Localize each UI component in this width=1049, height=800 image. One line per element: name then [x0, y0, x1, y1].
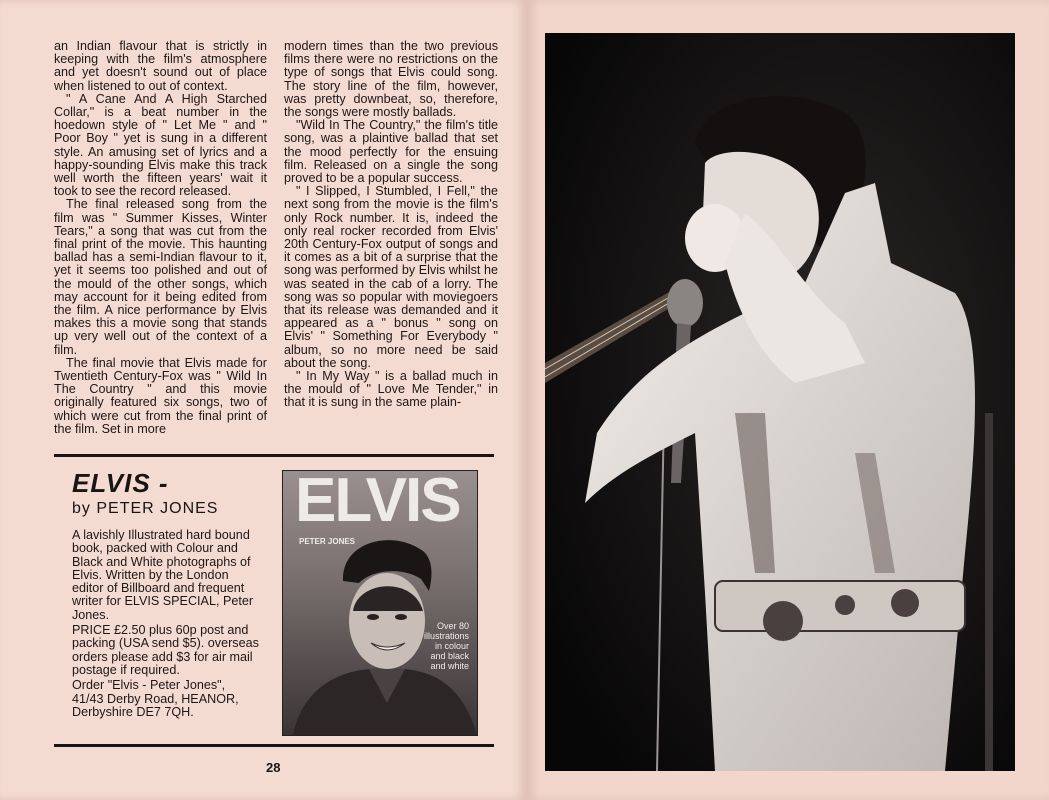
paragraph: " In My Way " is a ballad much in the mould of " Love Me Tender," in that it is sung in the same plain- [284, 369, 498, 410]
paragraph: modern times than the two previous films there were no restrictions on the type of songs that Elvis could song. The story line of the film, however, was pretty downbeat, so, therefore, the songs were mostly ballads. [284, 39, 498, 120]
ad-order-line: 41/43 Derby Road, HEANOR, [72, 691, 239, 706]
ad-title: ELVIS - [72, 468, 169, 498]
book-cover-image [282, 470, 478, 736]
singer-photograph [545, 33, 1015, 771]
paragraph: " A Cane And A High Starched Collar," is a beat number in the hoedown style of " Let Me " and " Poor Boy " yet is sung in a different style. An amusing set of lyrics and a happy-sounding Elvis make this track well worth the fifteen years' wait it took to see the record released. [54, 91, 267, 199]
paragraph: The final movie that Elvis made for Twentieth Century-Fox was " Wild In The Country " and this movie originally featured six songs, two of which were cut from the final print of the film. Set in more [54, 355, 267, 436]
cover-author: PETER JONES [299, 537, 356, 546]
ad-author: by PETER JONES [72, 500, 219, 517]
ad-order-line: Order "Elvis - Peter Jones", [72, 678, 226, 693]
ad-top-rule [54, 454, 494, 457]
paragraph: "Wild In The Country," the film's title song, was a plaintive ballad that set the mood perfectly for the ensuing film. Released on a single the song proved to be a popular success. [284, 118, 498, 186]
page-number: 28 [266, 760, 281, 775]
ad-bottom-rule [54, 744, 494, 747]
article-column-2 [284, 40, 498, 410]
concert-photo [545, 33, 1015, 771]
paragraph: " I Slipped, I Stumbled, I Fell," the next song from the movie is the film's only Rock number. It is, indeed the only real rocker recorded from Elvis' 20th Century-Fox output of songs and it comes as a bit of a surprise that the song was performed by Elvis whilst he was seated in the cab of a lorry. The song was so popular with moviegoers that its release was demanded and it appeared as a " bonus " song on Elvis' " Something For Everybody " album, so no more need be said about the song. [284, 184, 498, 370]
ad-price: PRICE £2.50 plus 60p post and packing (USA send $5). overseas orders please add $3 for air mail postage if required. [72, 623, 259, 677]
paragraph: The final released song from the film was " Summer Kisses, Winter Tears," a song that was cut from the final print of the movie. This haunting ballad has a semi-Indian flavour to it, yet it seems too polished and out of the mould of the other songs, which may account for it being edited from the film. A nice performance by Elvis makes this a movie song that stands up very well out of the context of a film. [54, 197, 267, 357]
cover-title: ELVIS [295, 470, 460, 535]
article-column-1 [54, 40, 267, 436]
ad-body [72, 529, 260, 719]
paragraph: an Indian flavour that is strictly in keeping with the film's atmosphere and yet doesn't sound out of place when listened to out of context. [54, 39, 267, 93]
cover-blurb: Over 80 illustrations in colour and black and white [423, 621, 469, 671]
ad-order-line: Derbyshire DE7 7QH. [72, 704, 194, 719]
ad-description: A lavishly Illustrated hard bound book, packed with Colour and Black and White photographs of Elvis. Written by the London editor of Billboard and frequent writer for ELVIS SPECIAL, Peter Jones. [72, 528, 254, 622]
